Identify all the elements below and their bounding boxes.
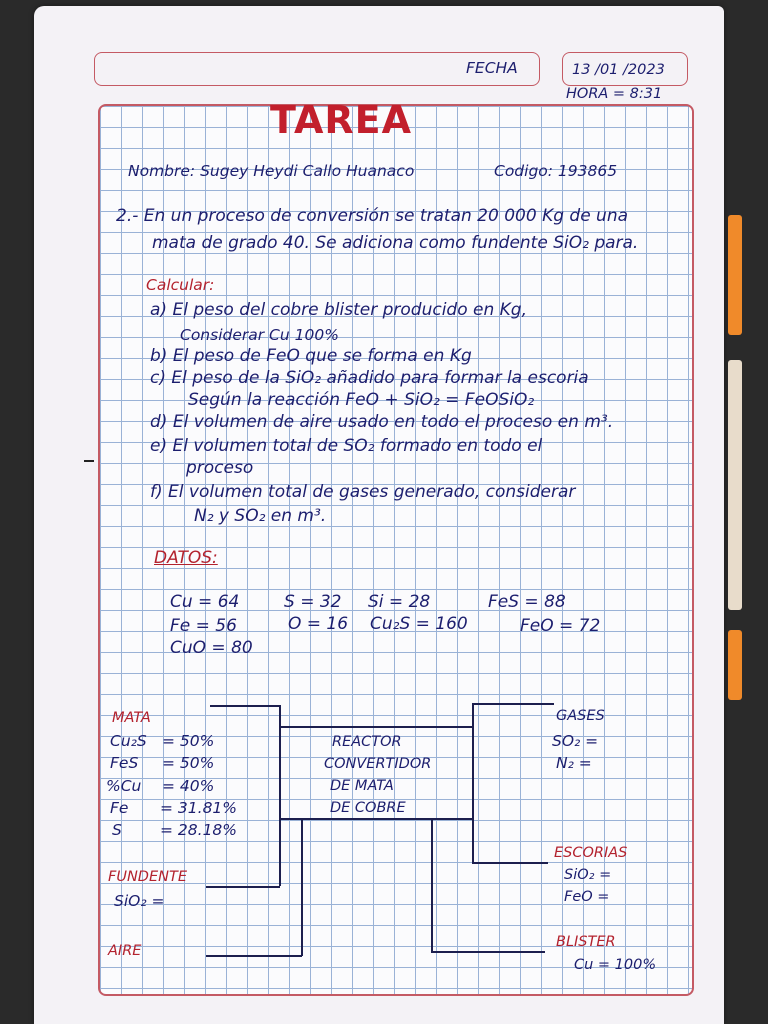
dato-o: O = 16 xyxy=(288,614,349,634)
dato-fe: Fe = 56 xyxy=(170,616,237,636)
problem-line-2: mata de grado 40. Se adiciona como fundente SiO₂ para. xyxy=(152,233,639,253)
mata-v-4: = 28.18% xyxy=(160,821,238,839)
item-c-reaction: Según la reacción FeO + SiO₂ = FeOSiO₂ xyxy=(188,390,535,410)
calcular-label: Calcular: xyxy=(146,276,215,294)
mata-v-3: = 31.81% xyxy=(160,799,238,817)
margin-tick xyxy=(84,460,94,462)
mata-k-2: %Cu xyxy=(106,777,142,795)
reactor-top xyxy=(279,726,473,728)
gases-so2: SO₂ = xyxy=(552,732,599,750)
tan-sticky-tab xyxy=(728,360,742,610)
dato-cu2s: Cu₂S = 160 xyxy=(370,614,468,634)
mata-inlet-line-vert xyxy=(279,705,281,727)
reactor-line-4: DE COBRE xyxy=(330,800,406,816)
orange-sticky-tab xyxy=(728,215,742,335)
aire-line-vert xyxy=(301,818,303,956)
dato-feo: FeO = 72 xyxy=(520,616,601,636)
gases-n2: N₂ = xyxy=(556,754,592,772)
reactor-line-3: DE MATA xyxy=(330,778,394,794)
escoria-line-vert xyxy=(472,726,474,862)
item-f: f) El volumen total de gases generado, considerar xyxy=(150,482,576,502)
blister-line-vert xyxy=(431,818,433,952)
mata-k-4: S xyxy=(112,821,122,839)
dato-si: Si = 28 xyxy=(368,592,431,612)
page-title: TAREA xyxy=(270,98,413,142)
escorias-label: ESCORIAS xyxy=(554,845,628,861)
reactor-left xyxy=(279,726,281,886)
mata-v-0: = 50% xyxy=(162,732,215,750)
mata-v-2: = 40% xyxy=(162,777,215,795)
blister-cu: Cu = 100% xyxy=(574,957,657,973)
mata-k-1: FeS xyxy=(110,754,139,772)
aire-line-bottom xyxy=(206,955,302,957)
fecha-value: 13 /01 /2023 xyxy=(572,62,665,78)
mata-k-3: Fe xyxy=(110,799,129,817)
escorias-sio2: SiO₂ = xyxy=(564,867,612,883)
hora-value: HORA = 8:31 xyxy=(566,86,663,102)
reactor-bottom xyxy=(279,818,473,820)
escorias-feo: FeO = xyxy=(564,889,610,905)
dato-cu: Cu = 64 xyxy=(170,592,240,612)
blister-line-bottom xyxy=(431,951,545,953)
item-c: c) El peso de la SiO₂ añadido para formar la escoria xyxy=(150,368,589,388)
dato-s: S = 32 xyxy=(284,592,342,612)
item-b: b) El peso de FeO que se forma en Kg xyxy=(150,346,472,366)
fundente-line xyxy=(206,886,280,888)
gases-line-top xyxy=(472,703,554,705)
reactor-line-1: REACTOR xyxy=(332,734,402,750)
reactor-line-2: CONVERTIDOR xyxy=(324,756,432,772)
dato-cuo: CuO = 80 xyxy=(170,638,253,658)
orange-sticky-tab-lower xyxy=(728,630,742,700)
aire-label: AIRE xyxy=(108,943,142,959)
blister-label: BLISTER xyxy=(556,934,616,950)
fundente-label: FUNDENTE xyxy=(108,869,187,885)
mata-k-0: Cu₂S xyxy=(110,732,147,750)
mata-label: MATA xyxy=(112,710,151,726)
mata-v-1: = 50% xyxy=(162,754,215,772)
gases-label: GASES xyxy=(556,708,605,724)
mata-inlet-line-top xyxy=(210,705,280,707)
gases-line-vert xyxy=(472,703,474,727)
fundente-sio2: SiO₂ = xyxy=(114,892,165,910)
student-code: Codigo: 193865 xyxy=(494,162,618,180)
problem-line-1: 2.- En un proceso de conversión se tratan 20 000 Kg de una xyxy=(116,206,629,226)
item-a-note: Considerar Cu 100% xyxy=(180,326,339,344)
item-d: d) El volumen de aire usado en todo el proceso en m³. xyxy=(150,412,614,432)
student-name: Nombre: Sugey Heydi Callo Huanaco xyxy=(128,162,415,180)
item-a: a) El peso del cobre blister producido en Kg, xyxy=(150,300,528,320)
fecha-label: FECHA xyxy=(466,59,518,77)
escoria-line-bottom xyxy=(472,862,548,864)
item-e: e) El volumen total de SO₂ formado en todo el xyxy=(150,436,543,456)
item-e-cont: proceso xyxy=(186,458,254,478)
datos-label: DATOS: xyxy=(154,548,218,568)
item-f-cont: N₂ y SO₂ en m³. xyxy=(194,506,327,526)
dato-fes: FeS = 88 xyxy=(488,592,566,612)
